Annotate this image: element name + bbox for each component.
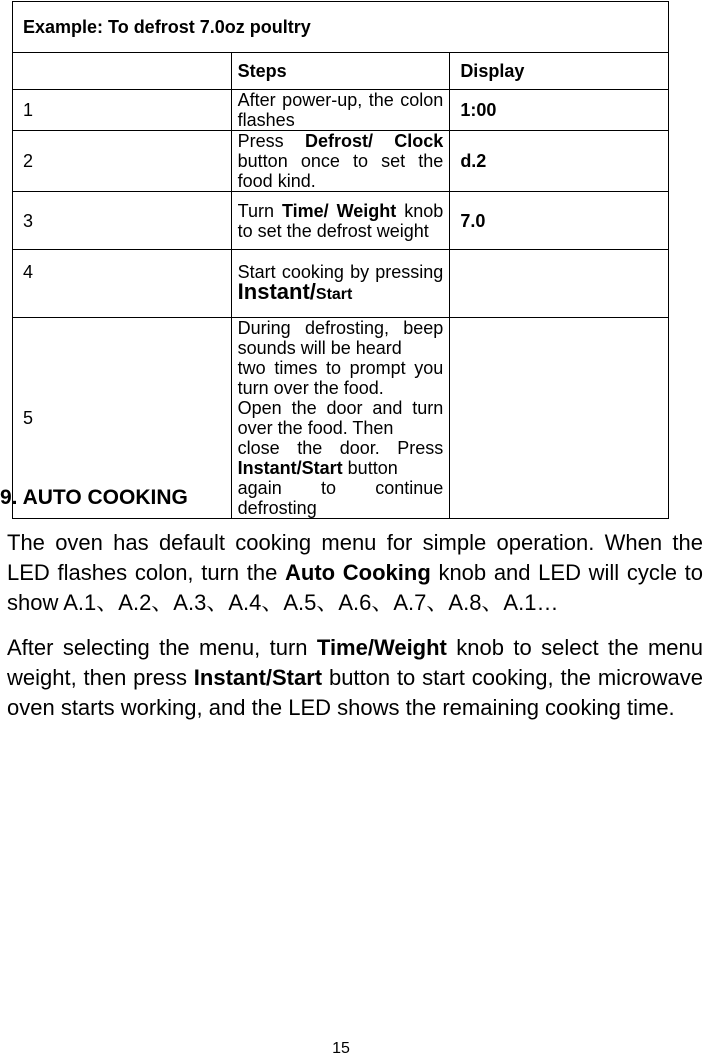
table-row	[13, 250, 669, 318]
defrost-example-table	[12, 1, 669, 519]
instant-start-button-label: Instant/Start	[193, 665, 323, 690]
header-steps: Steps	[231, 53, 450, 90]
time-weight-knob-label: Time/Weight	[316, 635, 447, 660]
table-row	[13, 131, 669, 192]
table-title: Example: To defrost 7.0oz poultry	[13, 2, 669, 53]
step-text: Press Defrost/ Clock button once to set the food kind.	[231, 131, 450, 192]
header-num	[13, 53, 232, 90]
step-text: After power-up, the colon flashes	[231, 90, 450, 131]
page-number: 15	[332, 1040, 350, 1057]
table-row	[13, 90, 669, 131]
step-text: Start cooking by pressing Instant/Start	[231, 250, 450, 318]
instant-start-button-label: Instant/Start	[237, 458, 343, 478]
step-number: 3	[13, 192, 232, 250]
step-text: Turn Time/ Weight knob to set the defrost weight	[231, 192, 450, 250]
section-heading: 9. AUTO COOKING	[0, 486, 188, 509]
menu-weight-paragraph: After selecting the menu, turn Time/Weight knob to select the menu weight, then press Instant/Start button to start cooking, the microwave oven starts working, and the LED shows the remaining cooking time.	[7, 635, 703, 720]
header-display: Display	[450, 53, 669, 90]
step-number: 2	[13, 131, 232, 192]
table-header-row	[13, 53, 669, 90]
step-text: During defrosting, beep sounds will be heard two times to prompt you turn over the food. Open the door and turn over the food. Then close the door. Press Instant/Start button again to continue defrosting	[231, 318, 450, 519]
auto-cooking-knob-label: Auto Cooking	[285, 560, 431, 585]
defrost-clock-button-label: Defrost/ Clock	[304, 131, 444, 151]
display-value: 1:00	[450, 90, 669, 131]
step-number: 1	[13, 90, 232, 131]
time-weight-knob-label: Time/ Weight	[281, 200, 397, 221]
table-row	[13, 192, 669, 250]
display-value: d.2	[450, 131, 669, 192]
auto-cooking-paragraph: The oven has default cooking menu for simple operation. When the LED flashes colon, turn the Auto Cooking knob and LED will cycle to show A.1、A.2、A.3、A.4、A.5、A.6、A.7、A.8、A.1…	[7, 530, 703, 615]
display-value: 7.0	[450, 192, 669, 250]
step-number: 5	[13, 318, 232, 519]
step-number: 4	[13, 250, 232, 318]
instant-start-button-label: Instant/	[237, 279, 316, 304]
display-value	[450, 250, 669, 318]
